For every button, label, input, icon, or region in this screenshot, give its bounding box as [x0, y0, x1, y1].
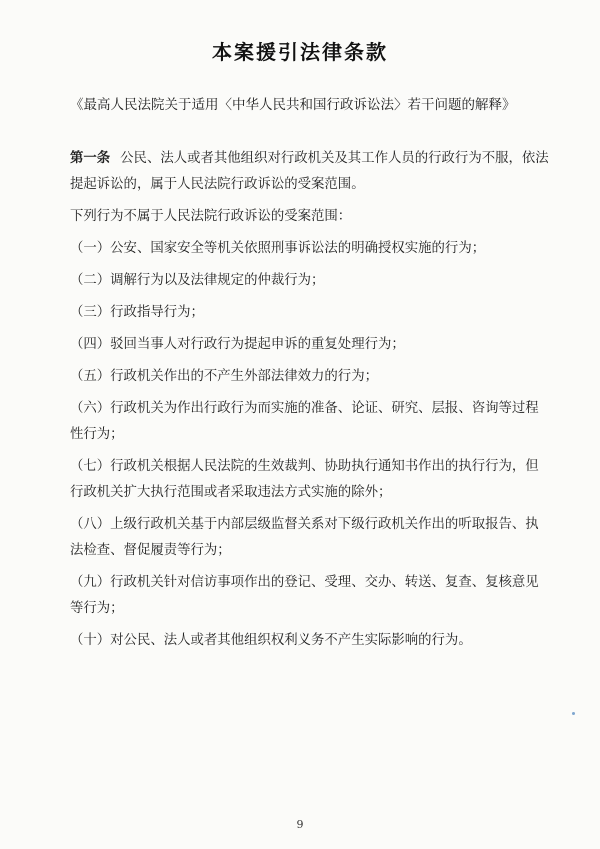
list-item-number: （三） [70, 305, 111, 320]
document-body [70, 146, 552, 660]
scan-speck [572, 712, 575, 715]
list-item-number: （一） [70, 241, 111, 256]
list-item-number: （八） [70, 517, 111, 532]
list-item-text: 调解行为以及法律规定的仲裁行为； [110, 273, 325, 288]
article-text: 公民、法人或者其他组织对行政机关及其工作人员的行政行为不服，依法提起诉讼的，属于人民法院行政诉讼的受案范围。 [70, 151, 549, 192]
list-item-number: （六） [70, 401, 111, 416]
list-item-number: （四） [70, 337, 111, 352]
source-citation: 《最高人民法院关于适用〈中华人民共和国行政诉讼法〉若干问题的解释》 [70, 97, 516, 113]
list-item [70, 364, 552, 390]
list-item [70, 300, 552, 326]
list-item [70, 628, 552, 654]
exclusion-list [70, 236, 552, 654]
list-item-text: 行政机关针对信访事项作出的登记、受理、交办、转送、复查、复核意见等行为； [70, 575, 539, 616]
list-item-text: 上级行政机关基于内部层级监督关系对下级行政机关作出的听取报告、执法检查、督促履责等行为； [70, 517, 539, 558]
list-item-text: 公安、国家安全等机关依照刑事诉讼法的明确授权实施的行为； [110, 241, 486, 256]
list-item [70, 236, 552, 262]
article-paragraph [70, 146, 552, 198]
list-item-text: 驳回当事人对行政行为提起申诉的重复处理行为； [110, 337, 405, 352]
list-item-text: 行政机关根据人民法院的生效裁判、协助执行通知书作出的执行行为，但行政机关扩大执行范围或者采取违法方式实施的除外； [70, 459, 539, 500]
page-number: 9 [296, 818, 304, 831]
list-item-text: 行政机关为作出行政行为而实施的准备、论证、研究、层报、咨询等过程性行为； [70, 401, 539, 442]
list-item [70, 396, 552, 448]
list-item-number: （九） [70, 575, 111, 590]
article-label: 第一条 [70, 151, 111, 166]
document-title: 本案援引法律条款 [212, 40, 388, 64]
intro-paragraph: 下列行为不属于人民法院行政诉讼的受案范围： [70, 209, 352, 224]
list-item-text: 行政机关作出的不产生外部法律效力的行为； [110, 369, 378, 384]
list-item-text: 对公民、法人或者其他组织权利义务不产生实际影响的行为。 [110, 633, 472, 648]
list-item [70, 570, 552, 622]
list-item-number: （二） [70, 273, 111, 288]
list-item-number: （七） [70, 459, 111, 474]
list-item-number: （五） [70, 369, 111, 384]
list-item [70, 332, 552, 358]
list-item-text: 行政指导行为； [110, 305, 204, 320]
list-item [70, 268, 552, 294]
list-item [70, 454, 552, 506]
list-item [70, 512, 552, 564]
list-item-number: （十） [70, 633, 111, 648]
